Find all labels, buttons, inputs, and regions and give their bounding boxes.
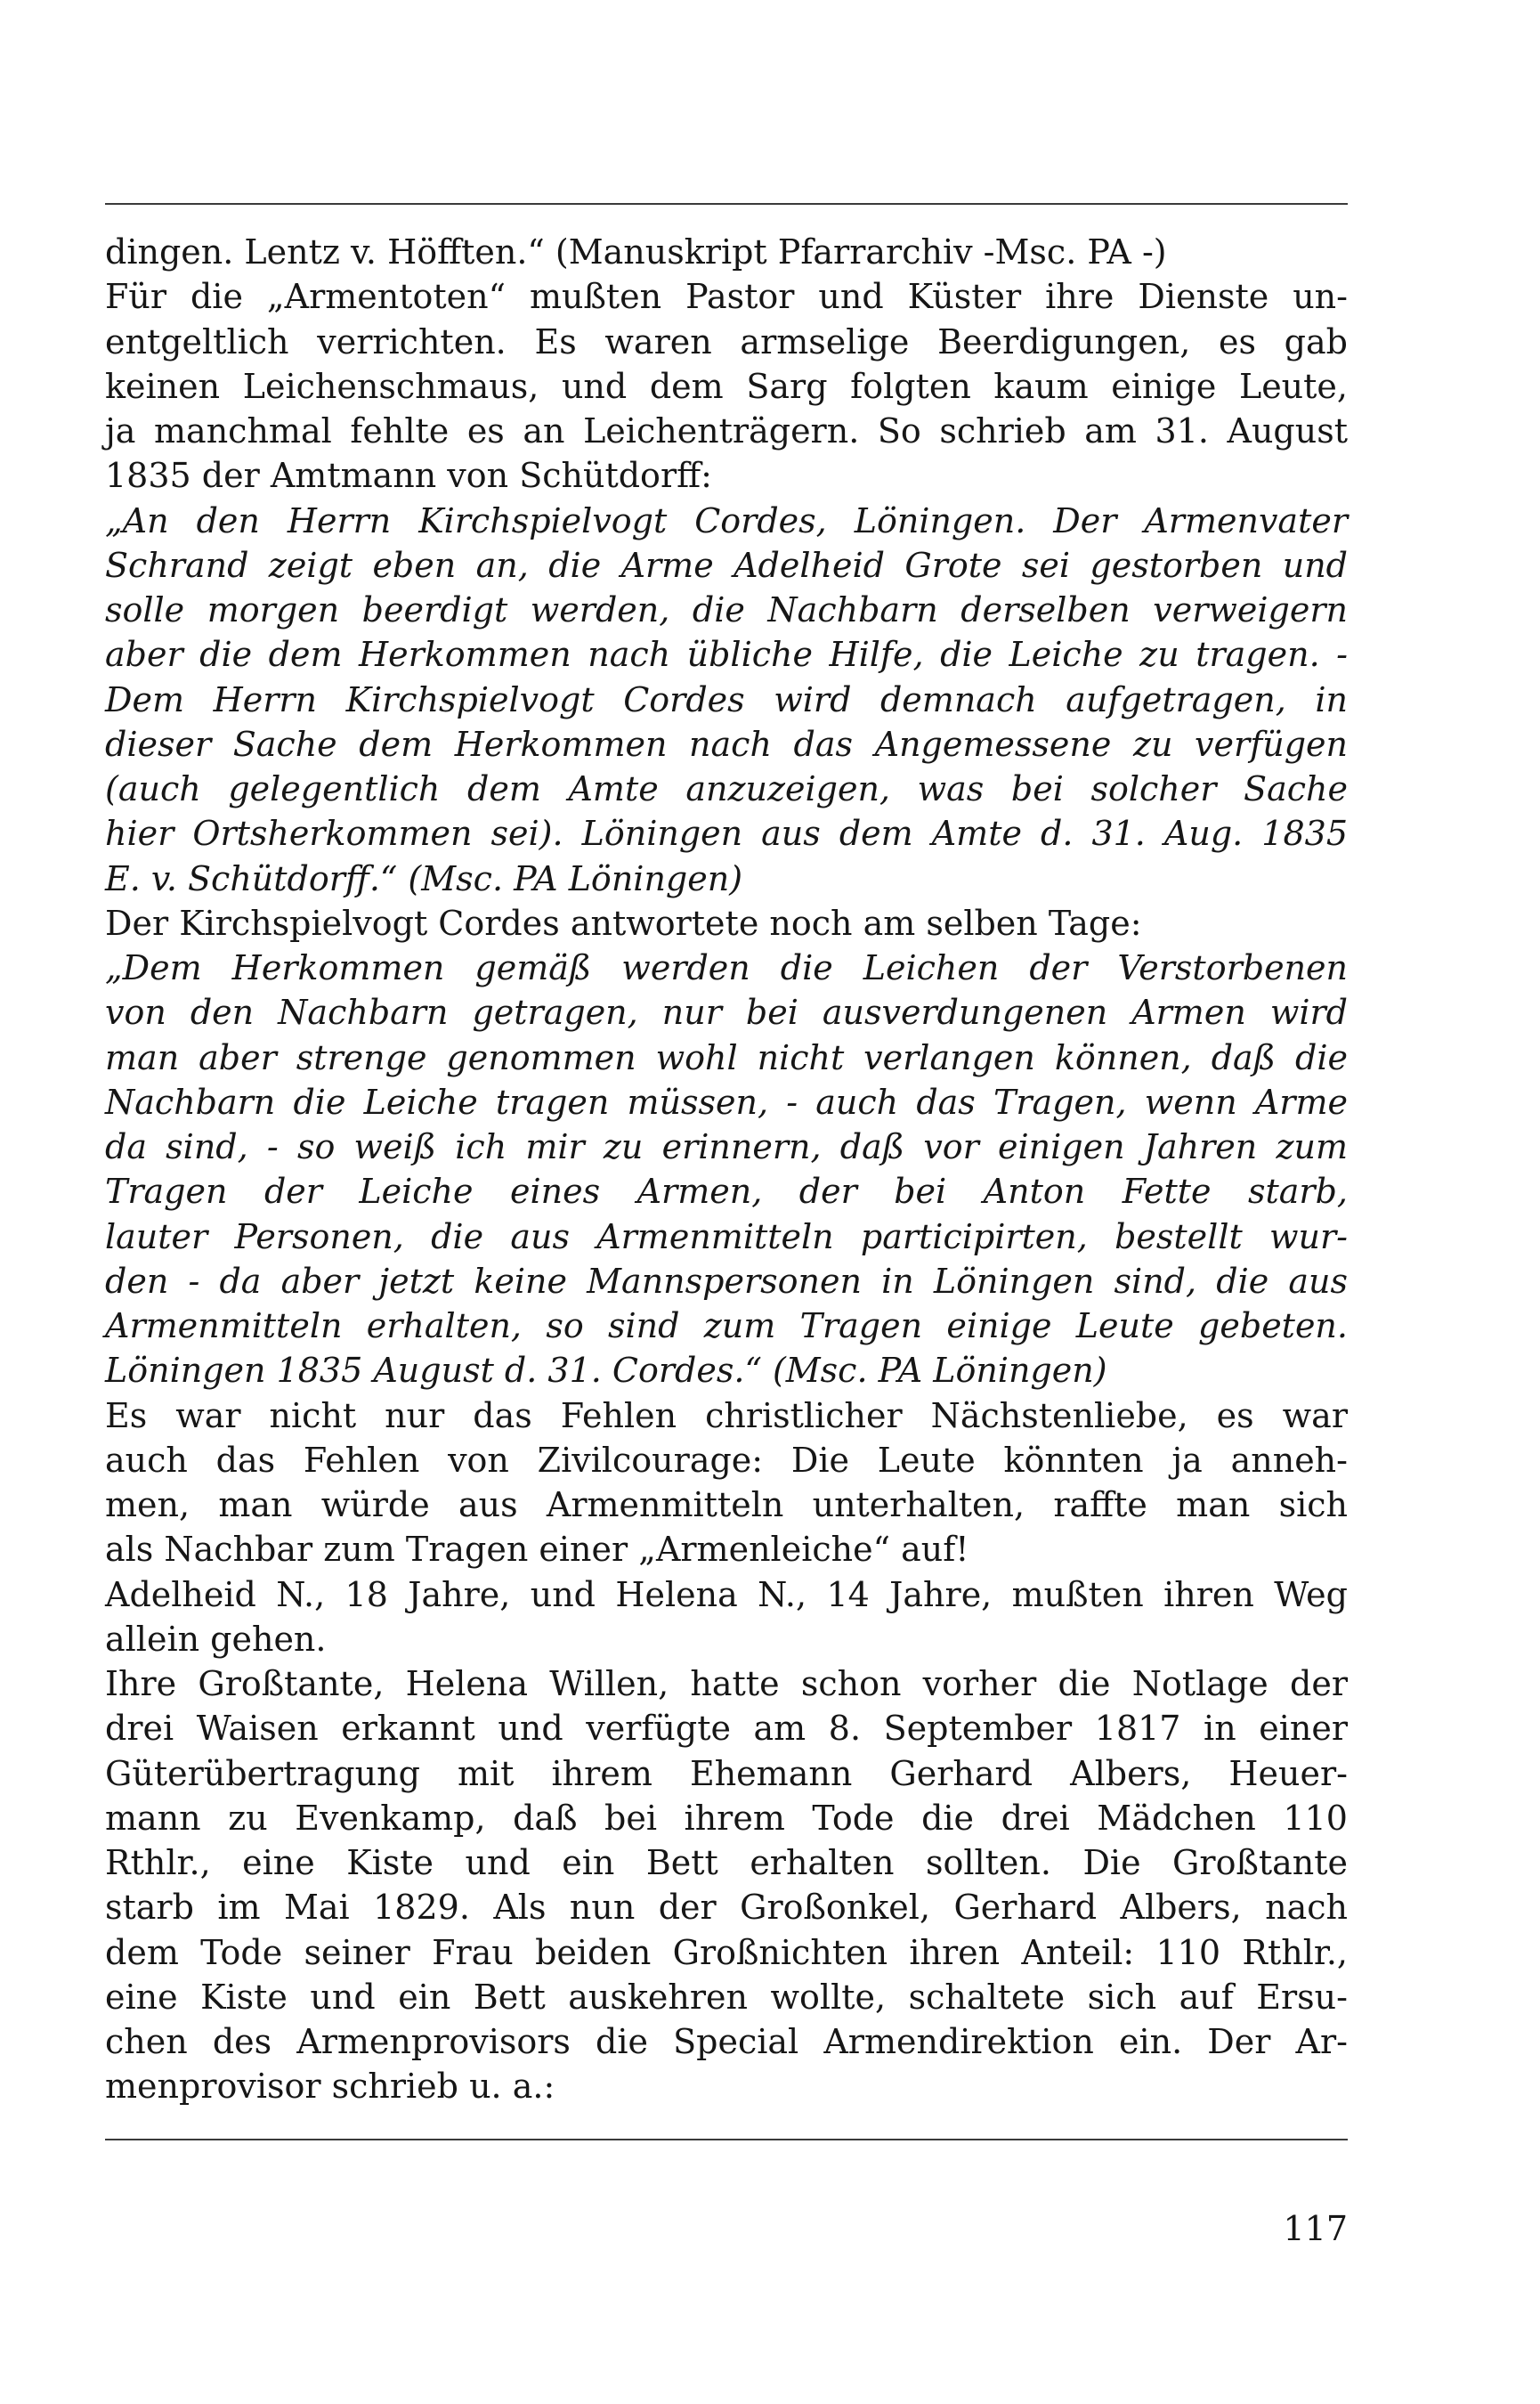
text-line: Löningen 1835 August d. 31. Cordes.“ (Msc. PA Löningen): [105, 1351, 1107, 1391]
text-line: Dem Herrn Kirchspielvogt Cordes wird demnach aufgetragen, in: [105, 679, 1348, 719]
text-line: den - da aber jetzt keine Mannspersonen in Löningen sind, die aus: [105, 1261, 1348, 1301]
body-text: [105, 230, 1348, 2109]
text-line: Schrand zeigt eben an, die Arme Adelheid Grote sei gestorben und: [105, 545, 1348, 585]
text-line: Güterübertragung mit ihrem Ehemann Gerhard Albers, Heuer-: [105, 1753, 1348, 1793]
text-line: von den Nachbarn getragen, nur bei ausverdungenen Armen wird: [105, 993, 1348, 1033]
text-line: men, man würde aus Armenmitteln unterhalten, raffte man sich: [105, 1485, 1348, 1524]
text-line: drei Waisen erkannt und verfügte am 8. September 1817 in einer: [105, 1709, 1348, 1749]
text-line: (auch gelegentlich dem Amte anzuzeigen, was bei solcher Sache: [105, 769, 1348, 808]
text-line: Nachbarn die Leiche tragen müssen, - auch das Tragen, wenn Arme: [105, 1082, 1348, 1122]
footer-rule: [105, 2139, 1348, 2140]
text-line: dingen. Lentz v. Höfften.“ (Manuskript Pfarrarchiv -Msc. PA -): [105, 232, 1167, 272]
text-line: Adelheid N., 18 Jahre, und Helena N., 14 Jahre, mußten ihren Weg: [105, 1574, 1348, 1614]
text-line: da sind, - so weiß ich mir zu erinnern, daß vor einigen Jahren zum: [105, 1127, 1348, 1166]
text-line: Der Kirchspielvogt Cordes antwortete noch am selben Tage:: [105, 903, 1142, 943]
text-line: dieser Sache dem Herkommen nach das Angemessene zu verfügen: [105, 724, 1348, 764]
text-line: chen des Armenprovisors die Special Armendirektion ein. Der Ar-: [105, 2022, 1348, 2061]
text-line: starb im Mai 1829. Als nun der Großonkel, Gerhard Albers, nach: [105, 1888, 1348, 1928]
text-line: mann zu Evenkamp, daß bei ihrem Tode die drei Mädchen 110: [105, 1798, 1348, 1838]
text-line: Tragen der Leiche eines Armen, der bei Anton Fette starb,: [105, 1172, 1348, 1212]
text-line: als Nachbar zum Tragen einer „Armenleiche“ auf!: [105, 1530, 969, 1570]
text-line: menprovisor schrieb u. a.:: [105, 2067, 555, 2107]
text-line: Rthlr., eine Kiste und ein Bett erhalten sollten. Die Großtante: [105, 1843, 1348, 1882]
text-line: hier Ortsherkommen sei). Löningen aus dem Amte d. 31. Aug. 1835: [105, 814, 1348, 854]
text-line: eine Kiste und ein Bett auskehren wollte, schaltete sich auf Ersu-: [105, 1977, 1348, 2017]
text-line: man aber strenge genommen wohl nicht verlangen können, daß die: [105, 1037, 1348, 1077]
text-line: ja manchmal fehlte es an Leichenträgern. So schrieb am 31. August: [105, 411, 1348, 451]
text-line: „Dem Herkommen gemäß werden die Leichen der Verstorbenen: [105, 948, 1348, 987]
text-line: auch das Fehlen von Zivilcourage: Die Leute könnten ja anneh-: [105, 1440, 1348, 1480]
header-rule: [105, 203, 1348, 205]
page-number: 117: [1283, 2209, 1348, 2248]
text-line: entgeltlich verrichten. Es waren armselige Beerdigungen, es gab: [105, 321, 1348, 361]
text-line: allein gehen.: [105, 1619, 327, 1659]
text-line: Ihre Großtante, Helena Willen, hatte schon vorher die Notlage der: [105, 1664, 1348, 1703]
text-line: keinen Leichenschmaus, und dem Sarg folgten kaum einige Leute,: [105, 366, 1348, 406]
text-line: Es war nicht nur das Fehlen christlicher Nächstenliebe, es war: [105, 1395, 1348, 1435]
text-line: solle morgen beerdigt werden, die Nachbarn derselben verweigern: [105, 590, 1348, 629]
text-line: Armenmitteln erhalten, so sind zum Tragen einige Leute gebeten.: [105, 1306, 1348, 1345]
text-line: „An den Herrn Kirchspielvogt Cordes, Löningen. Der Armenvater: [105, 500, 1348, 540]
text-line: E. v. Schütdorff.“ (Msc. PA Löningen): [105, 858, 743, 898]
text-line: dem Tode seiner Frau beiden Großnichten ihren Anteil: 110 Rthlr.,: [105, 1932, 1348, 1972]
text-line: lauter Personen, die aus Armenmitteln participirten, bestellt wur-: [105, 1216, 1348, 1256]
text-line: Für die „Armentoten“ mußten Pastor und Küster ihre Dienste un-: [105, 277, 1348, 317]
text-line: aber die dem Herkommen nach übliche Hilfe, die Leiche zu tragen. -: [105, 635, 1348, 675]
text-line: 1835 der Amtmann von Schütdorff:: [105, 456, 712, 496]
